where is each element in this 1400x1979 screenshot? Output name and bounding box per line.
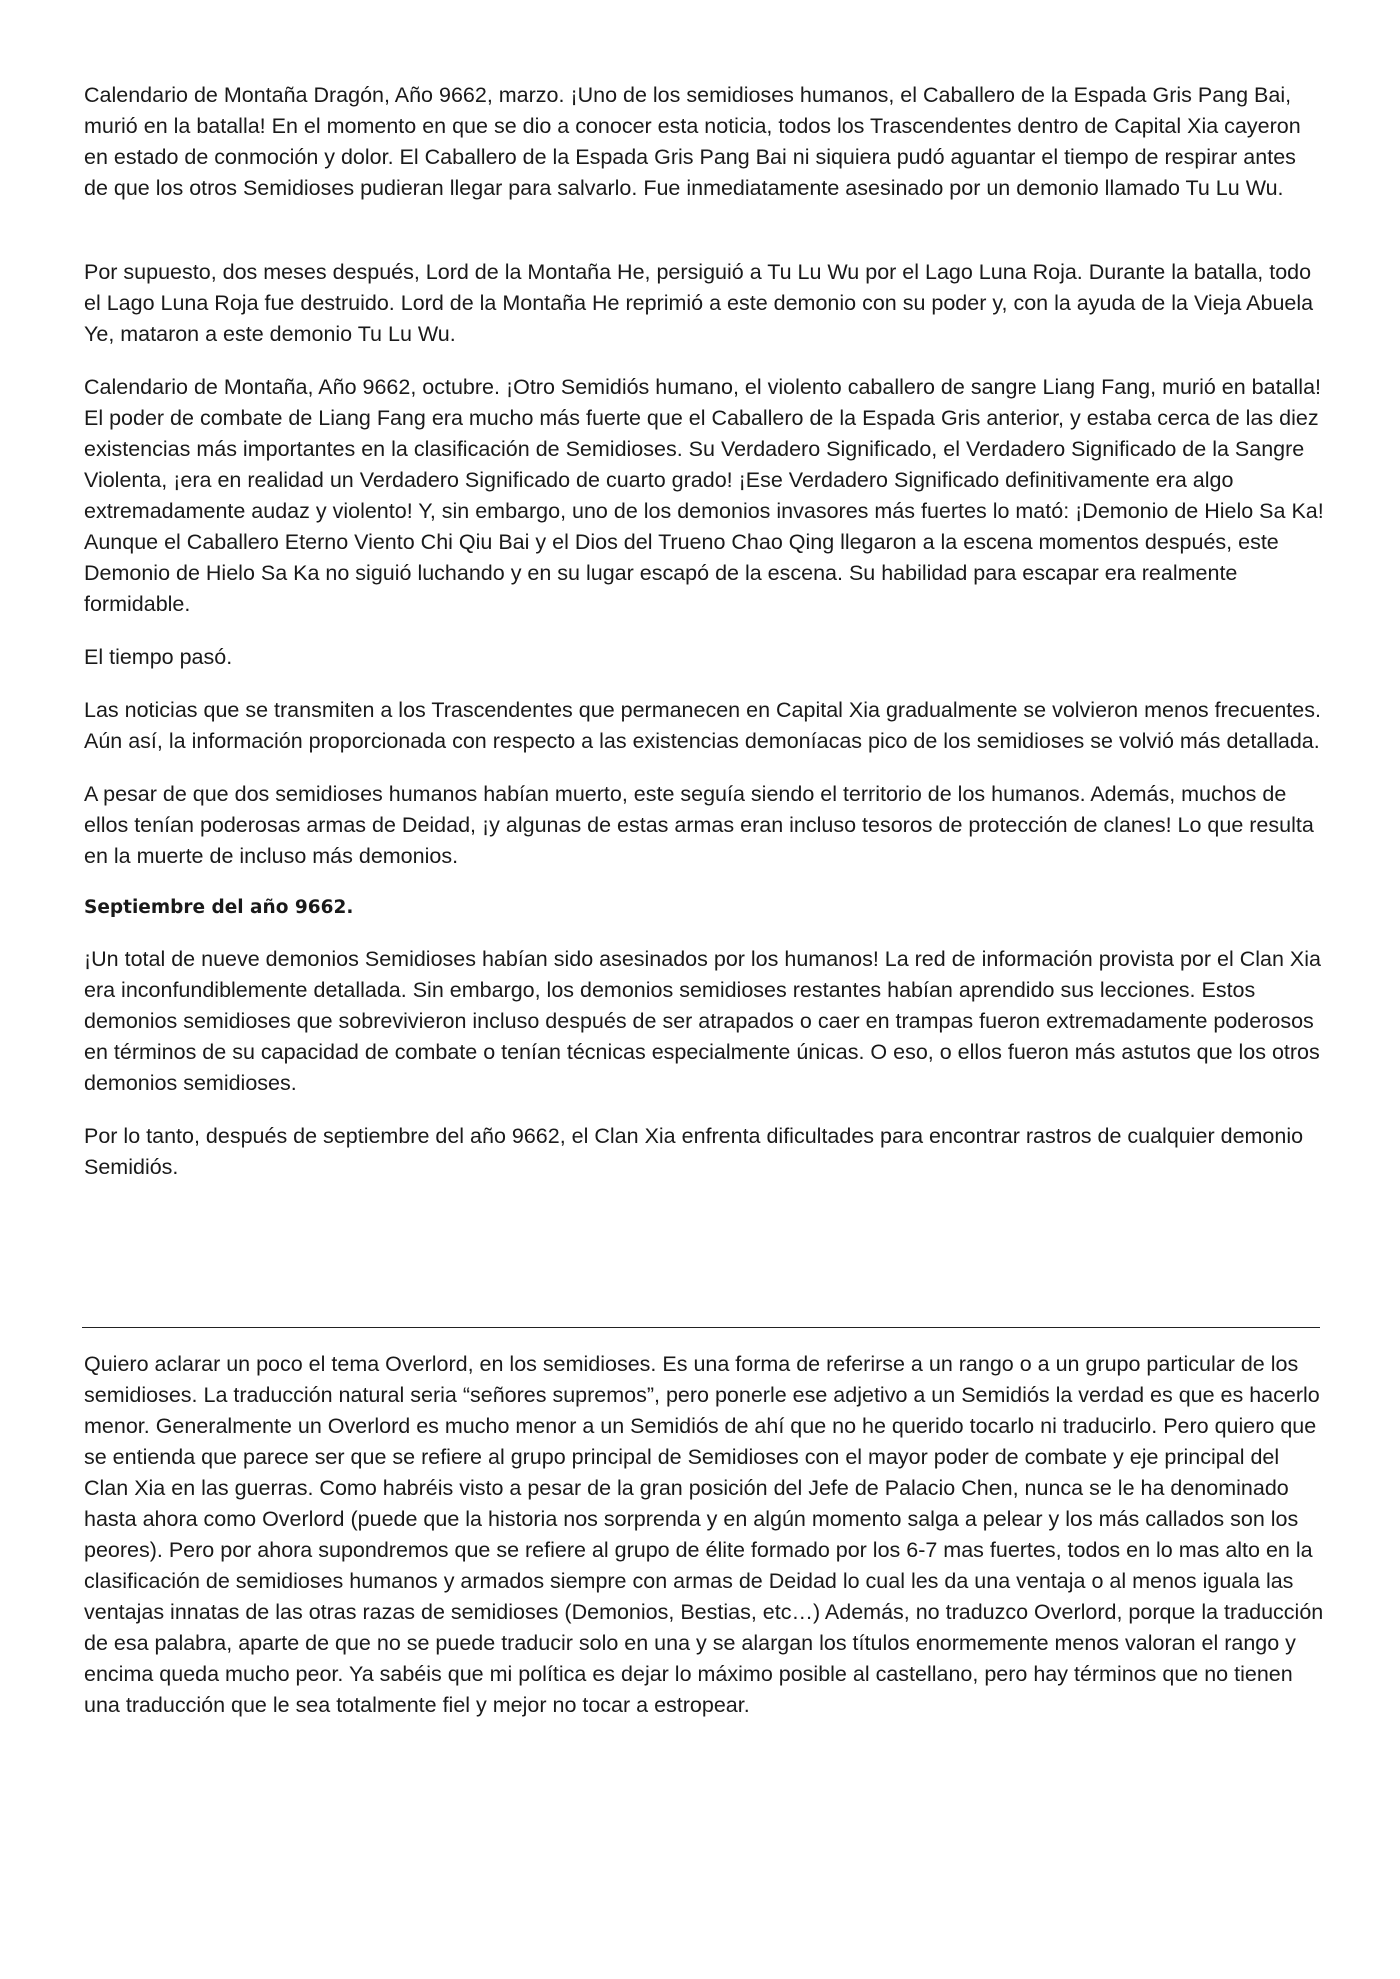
paragraph: ¡Un total de nueve demonios Semidioses habían sido asesinados por los humanos! La red de información provista por el Clan Xia era inconfundiblemente detallada. Sin embargo, los demonios semidioses restantes habían aprendido sus lecciones. Estos demonios semidioses que sobrevivieron incluso después de ser atrapados o caer en trampas fueron extremadamente poderosos en términos de su capacidad de combate o tenían técnicas especialmente únicas. O eso, o ellos fueron más astutos que los otros demonios semidioses. <box>84 947 1321 1095</box>
paragraph: Por lo tanto, después de septiembre del año 9662, el Clan Xia enfrenta dificultades para encontrar rastros de cualquier demonio Semidiós. <box>84 1124 1304 1179</box>
paragraph: A pesar de que dos semidioses humanos habían muerto, este seguía siendo el territorio de los humanos. Además, muchos de ellos tenían poderosas armas de Deidad, ¡y algunas de estas armas eran incluso tesoros de protección de clanes! Lo que resulta en la muerte de incluso más demonios. <box>84 782 1314 868</box>
horizontal-divider <box>82 1327 1320 1328</box>
paragraph: El tiempo pasó. <box>84 645 233 669</box>
paragraph: Por supuesto, dos meses después, Lord de la Montaña He, persiguió a Tu Lu Wu por el Lago Luna Roja. Durante la batalla, todo el Lago Luna Roja fue destruido. Lord de la Montaña He reprimió a este demonio con su poder y, con la ayuda de la Vieja Abuela Ye, mataron a este demonio Tu Lu Wu. <box>84 260 1314 346</box>
paragraph: Las noticias que se transmiten a los Trascendentes que permanecen en Capital Xia gradualmente se volvieron menos frecuentes. Aún así, la información proporcionada con respecto a las existencias demoníacas pico de los semidioses se volvió más detallada. <box>84 698 1321 753</box>
paragraph: Calendario de Montaña Dragón, Año 9662, marzo. ¡Uno de los semidioses humanos, el Caballero de la Espada Gris Pang Bai, murió en la batalla! En el momento en que se dio a conocer esta noticia, todos los Trascendentes dentro de Capital Xia cayeron en estado de conmoción y dolor. El Caballero de la Espada Gris Pang Bai ni siquiera pudó aguantar el tiempo de respirar antes de que los otros Semidioses pudieran llegar para salvarlo. Fue inmediatamente asesinado por un demonio llamado Tu Lu Wu. <box>84 83 1301 200</box>
section-heading: Septiembre del año 9662. <box>84 897 354 918</box>
translator-note: Quiero aclarar un poco el tema Overlord, en los semidioses. Es una forma de referirse a un rango o a un grupo particular de los semidioses. La traducción natural seria “señores supremos”, pero ponerle ese adjetivo a un Semidiós la verdad es que es hacerlo menor. Generalmente un Overlord es mucho menor a un Semidiós de ahí que no he querido tocarlo ni traducirlo. Pero quiero que se entienda que parece ser que se refiere al grupo principal de Semidioses con el mayor poder de combate y eje principal del Clan Xia en las guerras. Como habréis visto a pesar de la gran posición del Jefe de Palacio Chen, nunca se le ha denominado hasta ahora como Overlord (puede que la historia nos sorprenda y en algún momento salga a pelear y los más callados son los peores). Pero por ahora supondremos que se refiere al grupo de élite formado por los 6-7 mas fuertes, todos en lo mas alto en la clasificación de semidioses humanos y armados siempre con armas de Deidad lo cual les da una ventaja o al menos iguala las ventajas innatas de las otras razas de semidioses (Demonios, Bestias, etc…) Además, no traduzco Overlord, porque la traducción de esa palabra, aparte de que no se puede traducir solo en una y se alargan los títulos enormemente menos valoran el rango y encima queda mucho peor. Ya sabéis que mi política es dejar lo máximo posible al castellano, pero hay términos que no tienen una traducción que le sea totalmente fiel y mejor no tocar a estropear. <box>84 1352 1324 1717</box>
paragraph: Calendario de Montaña, Año 9662, octubre. ¡Otro Semidiós humano, el violento caballero de sangre Liang Fang, murió en batalla! El poder de combate de Liang Fang era mucho más fuerte que el Caballero de la Espada Gris anterior, y estaba cerca de las diez existencias más importantes en la clasificación de Semidioses. Su Verdadero Significado, el Verdadero Significado de la Sangre Violenta, ¡era en realidad un Verdadero Significado de cuarto grado! ¡Ese Verdadero Significado definitivamente era algo extremadamente audaz y violento! Y, sin embargo, uno de los demonios invasores más fuertes lo mató: ¡Demonio de Hielo Sa Ka! Aunque el Caballero Eterno Viento Chi Qiu Bai y el Dios del Trueno Chao Qing llegaron a la escena momentos después, este Demonio de Hielo Sa Ka no siguió luchando y en su lugar escapó de la escena. Su habilidad para escapar era realmente formidable. <box>84 375 1324 616</box>
document-body <box>84 80 1324 1183</box>
